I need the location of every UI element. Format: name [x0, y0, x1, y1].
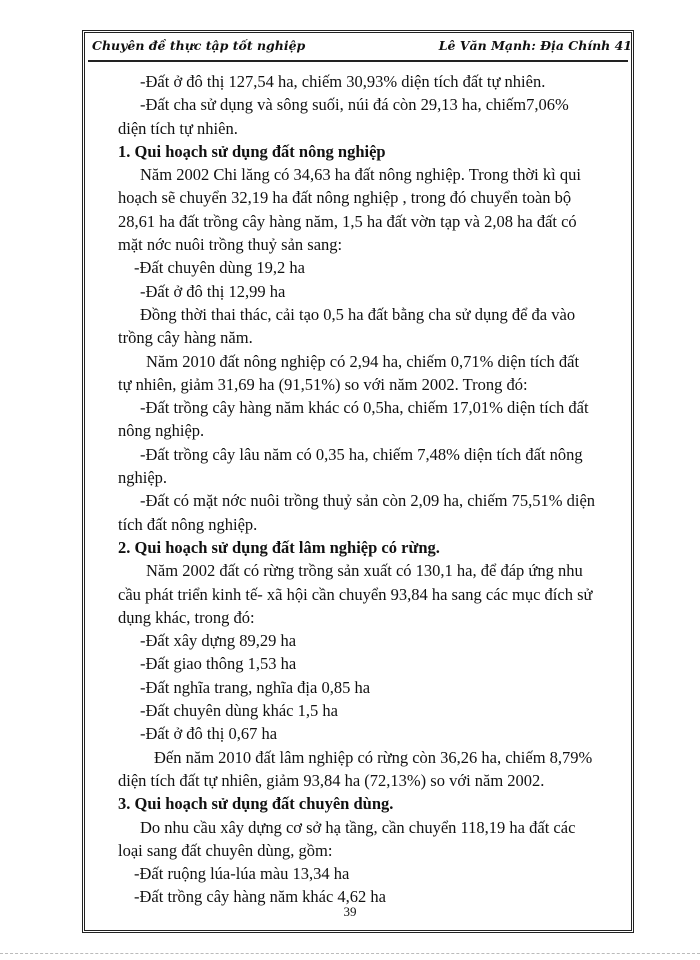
- page-break-line: [0, 953, 700, 954]
- list-item: -Đất nghĩa trang, nghĩa địa 0,85 ha: [140, 677, 371, 697]
- list-item: -Đất giao thông 1,53 ha: [140, 654, 297, 674]
- paragraph: -Đất trồng cây hàng năm khác có 0,5ha, chiếm 17,01% diện tích đất nông nghiệp.: [118, 398, 589, 441]
- paragraph: Do nhu cầu xây dựng cơ sở hạ tầng, cần chuyển 118,19 ha đất các loại sang đất chuyên dùng, gồm:: [118, 817, 576, 860]
- section-heading-3: 3. Qui hoạch sử dụng đất chuyên dùng.: [118, 794, 394, 814]
- list-item: -Đất chuyên dùng 19,2 ha: [134, 258, 305, 278]
- paragraph: Năm 2002 Chi lăng có 34,63 ha đất nông nghiệp. Trong thời kì qui hoạch sẽ chuyển 32,19 ha đất nông nghiệp , trong đó chuyển toàn bộ 28,61 ha đất trồng cây hàng năm, 1,5 ha đất vờn tạp và 2,08 ha đất có mặt nớc nuôi trồng thuỷ sản sang:: [118, 165, 581, 255]
- list-item: -Đất trồng cây hàng năm khác 4,62 ha: [134, 887, 386, 907]
- paragraph: Năm 2010 đất nông nghiệp có 2,94 ha, chiếm 0,71% diện tích đất tự nhiên, giảm 31,69 ha (91,51%) so với năm 2002. Trong đó:: [118, 351, 580, 394]
- page-number: 39: [343, 904, 357, 919]
- paragraph: Đồng thời thai thác, cải tạo 0,5 ha đất bằng cha sử dụng để đa vào trồng cây hàng năm.: [118, 304, 576, 348]
- list-item: -Đất xây dựng 89,29 ha: [140, 631, 297, 651]
- paragraph: -Đất trồng cây lâu năm có 0,35 ha, chiếm 7,48% diện tích đất nông nghiệp.: [118, 444, 583, 488]
- list-item: -Đất ở đô thị 12,99 ha: [140, 281, 286, 301]
- paragraph: Đến năm 2010 đất lâm nghiệp có rừng còn 36,26 ha, chiếm 8,79% diện tích đất tự nhiên, giảm 93,84 ha (72,13%) so với năm 2002.: [118, 747, 593, 790]
- paragraph: -Đất có mặt nớc nuôi trồng thuỷ sản còn 2,09 ha, chiếm 75,51% diện tích đất nông nghiệp.: [118, 491, 596, 534]
- header-document-title: Chuyên đề thực tập tốt nghiệp: [92, 38, 306, 53]
- document-body: [118, 70, 596, 909]
- section-heading-2: 2. Qui hoạch sử dụng đất lâm nghiệp có rừng.: [118, 537, 440, 557]
- paragraph: -Đất ở đô thị 127,54 ha, chiếm 30,93% diện tích đất tự nhiên.: [140, 72, 546, 91]
- header-author: Lê Văn Mạnh: Địa Chính 41: [438, 38, 632, 53]
- section-heading-1: 1. Qui hoạch sử dụng đất nông nghiệp: [118, 141, 386, 161]
- page-header: [92, 38, 632, 60]
- paragraph: Năm 2002 đất có rừng trồng sản xuất có 130,1 ha, để đáp ứng nhu cầu phát triển kinh tế- xã hội cần chuyển 93,84 ha sang các mục đích sử dụng khác, trong đó:: [118, 561, 593, 627]
- header-divider: [88, 60, 628, 62]
- paragraph: -Đất cha sử dụng và sông suối, núi đá còn 29,13 ha, chiếm7,06% diện tích tự nhiên.: [118, 95, 569, 138]
- list-item: -Đất ở đô thị 0,67 ha: [140, 724, 278, 744]
- list-item: -Đất ruộng lúa-lúa màu 13,34 ha: [134, 864, 350, 884]
- list-item: -Đất chuyên dùng khác 1,5 ha: [140, 701, 338, 721]
